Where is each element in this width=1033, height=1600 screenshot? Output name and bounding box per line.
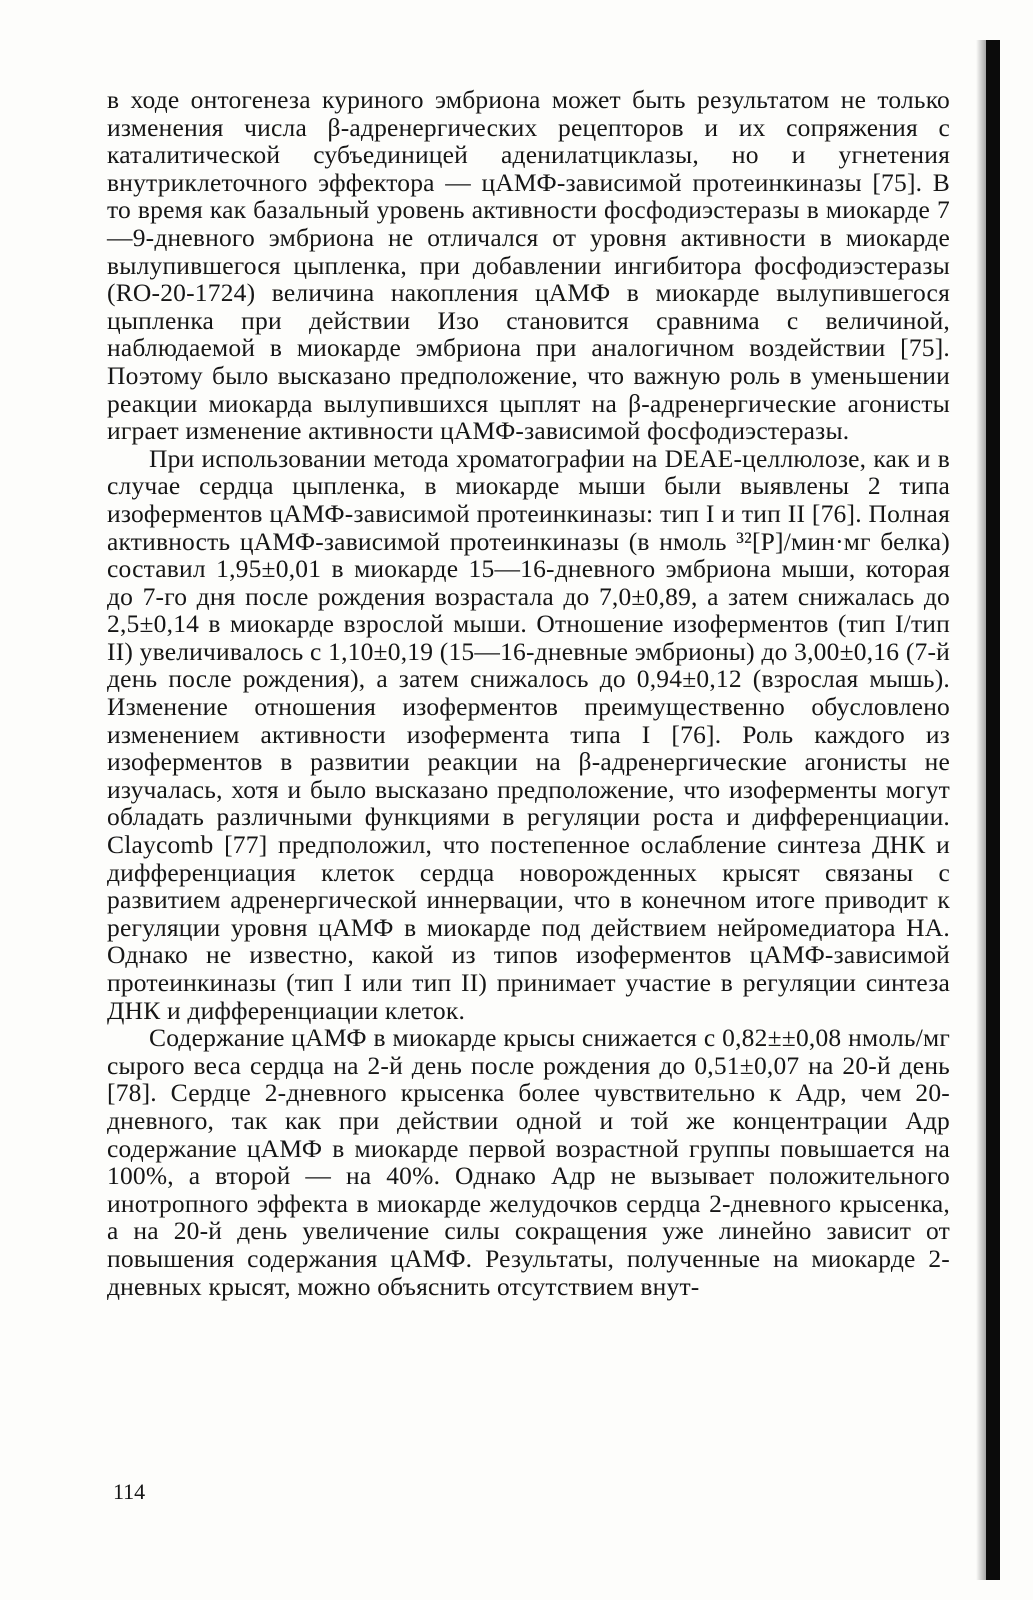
binding-shadow xyxy=(976,40,986,1580)
paragraph-camp-content: Содержание цАМФ в миокарде крысы снижается с 0,82±±0,08 нмоль/мг сырого веса сердца на 2-й день после рождения до 0,51±0,07 на 20-й день [78]. Сердце 2-дневного крысенка более чувствительно к Адр, чем 20-дневного, так как при действии одной и той же концентрации Адр содержание цАМФ в миокарде первой возрастной группы повышается на 100%, а второй — на 40%. Однако Адр не вызывает положительного инотропного эффекта в миокарде желудочков сердца 2-дневного крысенка, а на 20-й день увеличение силы сокращения уже линейно зависит от повышения содержания цАМФ. Результаты, полученные на миокарде 2-дневных крысят, можно объяснить отсутствием внут- xyxy=(107,1023,950,1301)
body-text xyxy=(107,86,950,1300)
paragraph-protein-kinase: При использовании метода хроматографии на DEAE-целлюлозе, как и в случае сердца цыпленка, в миокарде мыши были выявлены 2 типа изоферментов цАМФ-зависимой протеинкиназы: тип I и тип II [76]. Полная активность цАМФ-зависимой протеинкиназы (в нмоль ³²[P]/мин·мг белка) составил 1,95±0,01 в миокарде 15—16-дневного эмбриона мыши, которая до 7-го дня после рождения возрастала до 7,0±0,89, а затем снижалась до 2,5±0,14 в миокарде взрослой мыши. Отношение изоферментов (тип I/тип II) увеличивалось с 1,10±0,19 (15—16-дневные эмбрионы) до 3,00±0,16 (7-й день после рождения), а затем снижалось до 0,94±0,12 (взрослая мышь). Изменение отношения изоферментов преимущественно обусловлено изменением активности изофермента типа I [76]. Роль каждого из изоферментов в развитии реакции на β-адренергические агонисты не изучалась, хотя и было высказано предположение, что изоферменты могут обладать различными функциями в регуляции роста и дифференциации. Claycomb [77] предположил, что постепенное ослабление синтеза ДНК и дифференциация клеток сердца новорожденных крысят связаны с развитием адренергической иннервации, что в конечном итоге приводит к регуляции уровня цАМФ в миокарде под действием нейромедиатора НА. Однако не известно, какой из типов изоферментов цАМФ-зависимой протеинкиназы (тип I или тип II) принимает участие в регуляции синтеза ДНК и дифференциации клеток. xyxy=(107,443,950,1025)
page-number: 114 xyxy=(113,1479,146,1504)
binding-edge xyxy=(986,40,1000,1580)
paragraph-continuation: в ходе онтогенеза куриного эмбриона может быть результатом не только изменения числа β-адренергических рецепторов и их сопряжения с каталитической субъединицей аденилатциклазы, но и угнетения внутриклеточного эффектора — цАМФ-зависимой протеинкиназы [75]. В то время как базальный уровень активности фосфодиэстеразы в миокарде 7—9-дневного эмбриона не отличался от уровня активности в миокарде вылупившегося цыпленка, при добавлении ингибитора фосфодиэстеразы (RO-20-1724) величина накопления цАМФ в миокарде вылупившегося цыпленка при действии Изо становится сравнима с величиной, наблюдаемой в миокарде эмбриона при аналогичном воздействии [75]. Поэтому было высказано предположение, что важную роль в уменьшении реакции миокарда вылупившихся цыплят на β-адренергические агонисты играет изменение активности цАМФ-зависимой фосфодиэстеразы. xyxy=(107,85,950,446)
